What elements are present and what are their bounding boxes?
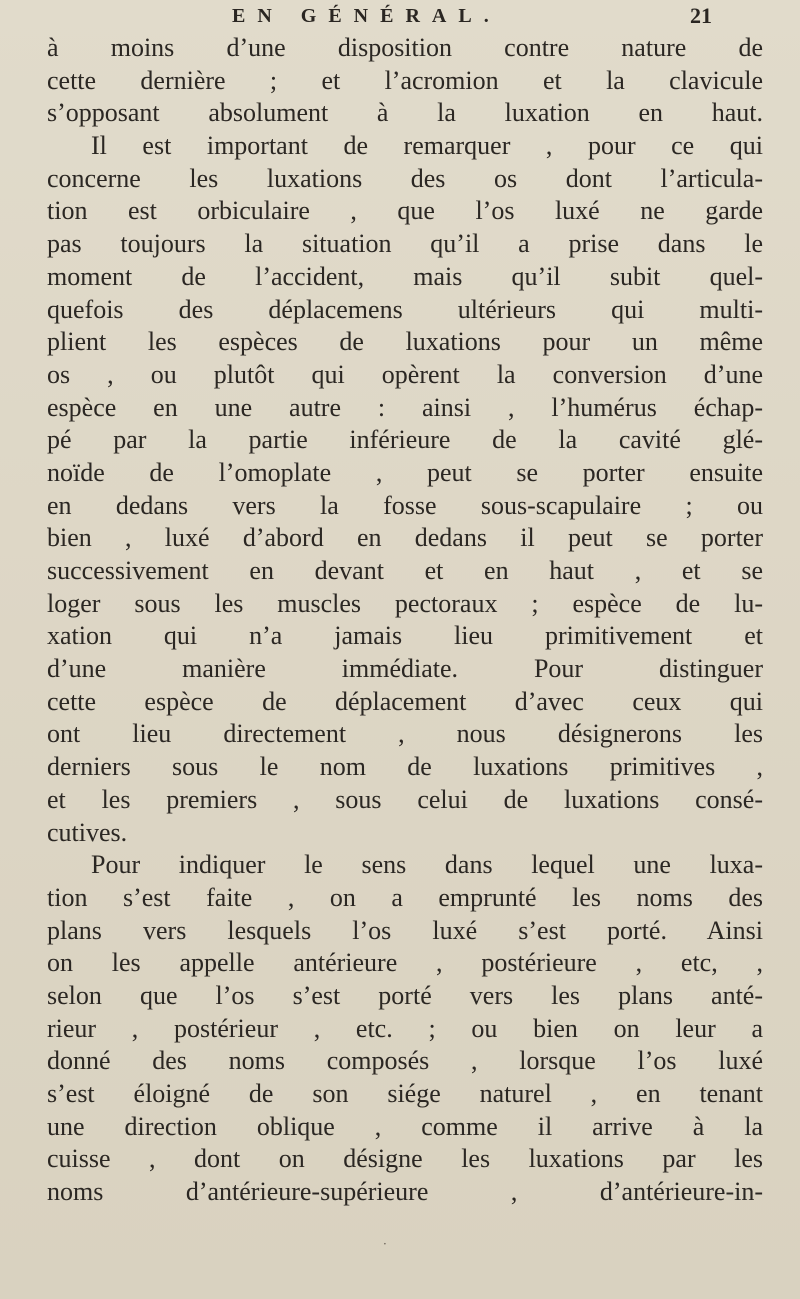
text-line: derniers sous le nom de luxations primitives , xyxy=(47,752,763,782)
text-line: rieur , postérieur , etc. ; ou bien on leur a xyxy=(47,1013,763,1043)
body-text xyxy=(47,32,763,1209)
text-line: et les premiers , sous celui de luxations consé- xyxy=(47,784,763,814)
text-line: Pour indiquer le sens dans lequel une luxa- xyxy=(91,850,763,880)
text-line: plient les espèces de luxations pour un même xyxy=(47,327,763,357)
running-head xyxy=(0,2,800,32)
text-line: loger sous les muscles pectoraux ; espèce de lu- xyxy=(47,588,763,618)
text-line: d’une manière immédiate. Pour distinguer xyxy=(47,654,763,684)
text-line: Il est important de remarquer , pour ce qui xyxy=(91,131,763,161)
text-line: donné des noms composés , lorsque l’os luxé xyxy=(47,1046,763,1076)
text-line: cutives. xyxy=(47,817,128,847)
text-line: concerne les luxations des os dont l’articula- xyxy=(47,163,763,193)
text-line: s’est éloigné de son siége naturel , en tenant xyxy=(47,1079,763,1108)
text-line: quefois des déplacemens ultérieurs qui multi- xyxy=(47,294,763,324)
text-line: en dedans vers la fosse sous-scapulaire ; ou xyxy=(47,490,763,520)
text-line: moment de l’accident, mais qu’il subit quel- xyxy=(47,261,763,291)
text-line: bien , luxé d’abord en dedans il peut se porter xyxy=(47,523,763,553)
text-line: cette dernière ; et l’acromion et la clavicule xyxy=(47,65,763,95)
text-line: pas toujours la situation qu’il a prise dans le xyxy=(47,229,763,259)
ink-speck: · xyxy=(383,1237,387,1251)
text-line: tion est orbiculaire , que l’os luxé ne garde xyxy=(47,196,763,226)
text-line: ont lieu directement , nous désignerons les xyxy=(47,719,763,749)
text-line: plans vers lesquels l’os luxé s’est porté. Ainsi xyxy=(47,915,763,945)
text-line: cette espèce de déplacement d’avec ceux qui xyxy=(47,686,763,716)
text-line: tion s’est faite , on a emprunté les noms des xyxy=(47,882,763,912)
text-line: successivement en devant et en haut , et se xyxy=(47,556,763,585)
text-line: cuisse , dont on désigne les luxations par les xyxy=(47,1144,763,1174)
text-line: on les appelle antérieure , postérieure , etc, , xyxy=(47,948,763,978)
text-line: noms d’antérieure-supérieure , d’antérieure-in- xyxy=(47,1177,763,1207)
text-line: pé par la partie inférieure de la cavité glé- xyxy=(47,425,763,455)
text-line: selon que l’os s’est porté vers les plans anté- xyxy=(47,980,763,1010)
text-line: s’opposant absolument à la luxation en haut. xyxy=(47,98,763,128)
text-line: xation qui n’a jamais lieu primitivement et xyxy=(47,621,763,651)
text-line: espèce en une autre : ainsi , l’humérus échap- xyxy=(47,392,763,422)
text-line: une direction oblique , comme il arrive à la xyxy=(47,1111,763,1141)
text-line: noïde de l’omoplate , peut se porter ensuite xyxy=(47,457,763,487)
running-title: EN GÉNÉRAL. xyxy=(232,5,501,27)
text-line: os , ou plutôt qui opèrent la conversion d’une xyxy=(47,359,763,389)
text-line: à moins d’une disposition contre nature de xyxy=(47,33,763,62)
page-number: 21 xyxy=(690,3,712,28)
